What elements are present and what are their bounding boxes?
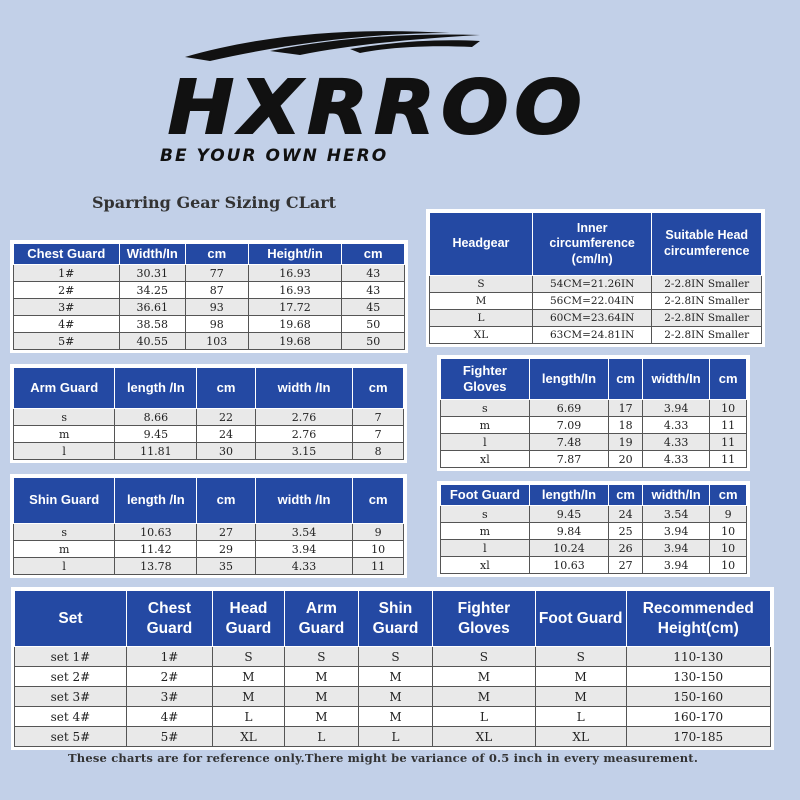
table-cell: S [430, 276, 533, 293]
table-cell: 24 [609, 506, 643, 523]
column-header: cm [710, 359, 747, 400]
table-cell: 60CM=23.64IN [532, 310, 652, 327]
column-header: Fighter Gloves [433, 591, 536, 647]
table-cell: 3.94 [642, 400, 709, 417]
table-row [15, 727, 771, 747]
table-cell: xl [441, 451, 530, 468]
column-header: cm [353, 478, 404, 524]
table-cell: 110-130 [626, 647, 770, 667]
table-row [14, 443, 404, 460]
table-row [441, 557, 747, 574]
table-cell: 11 [353, 558, 404, 575]
column-header: Headgear [430, 213, 533, 276]
table-row [14, 316, 405, 333]
table-cell: 4.33 [642, 451, 709, 468]
table-cell: S [213, 647, 285, 667]
table-cell: 19.68 [248, 316, 342, 333]
shin-guard-table [10, 474, 407, 578]
table-cell: 19 [609, 434, 643, 451]
table-cell: 98 [186, 316, 249, 333]
table-row [14, 524, 404, 541]
table-cell: 5# [14, 333, 120, 350]
table-row [430, 276, 762, 293]
table-row [14, 541, 404, 558]
table-header-row [441, 485, 747, 506]
table-cell: 2# [126, 667, 212, 687]
table-cell: 22 [197, 409, 256, 426]
table-cell: m [441, 417, 530, 434]
table-cell: M [284, 687, 358, 707]
table-cell: 26 [609, 540, 643, 557]
table-cell: L [284, 727, 358, 747]
table-cell: 9.45 [529, 506, 609, 523]
foot-guard-table [437, 481, 750, 577]
table-cell: 13.78 [115, 558, 197, 575]
table-cell: 3.94 [642, 523, 709, 540]
table-header-row [14, 244, 405, 265]
table-cell: M [535, 667, 626, 687]
table-cell: 2-2.8IN Smaller [652, 310, 762, 327]
table-cell: 38.58 [119, 316, 185, 333]
table-cell: XL [213, 727, 285, 747]
brand-logo-graphic [150, 25, 600, 150]
table-cell: 103 [186, 333, 249, 350]
table-cell: 27 [197, 524, 256, 541]
table-cell: l [441, 540, 530, 557]
table-row [15, 667, 771, 687]
column-header: Foot Guard [535, 591, 626, 647]
table-cell: s [441, 506, 530, 523]
table-header-row [14, 478, 404, 524]
table-row [14, 282, 405, 299]
table-cell: 19.68 [248, 333, 342, 350]
table-cell: M [213, 667, 285, 687]
table-cell: set 5# [15, 727, 127, 747]
column-header: Recommended Height(cm) [626, 591, 770, 647]
brand-tagline: BE YOUR OWN HERO [160, 146, 389, 166]
column-header: width/In [642, 359, 709, 400]
table-cell: 16.93 [248, 265, 342, 282]
table-cell: 10 [710, 523, 747, 540]
table-cell: L [430, 310, 533, 327]
table-cell: 130-150 [626, 667, 770, 687]
table-cell: 2-2.8IN Smaller [652, 276, 762, 293]
table-cell: 20 [609, 451, 643, 468]
table-cell: XL [433, 727, 536, 747]
table-cell: 11.42 [115, 541, 197, 558]
table-cell: 170-185 [626, 727, 770, 747]
table-cell: M [433, 667, 536, 687]
column-header: Shin Guard [358, 591, 432, 647]
table-cell: 4.33 [255, 558, 353, 575]
table-cell: S [358, 647, 432, 667]
table-cell: M [358, 707, 432, 727]
column-header: cm [710, 485, 747, 506]
table-cell: 11 [710, 417, 747, 434]
table-cell: 25 [609, 523, 643, 540]
column-header: Height/in [248, 244, 342, 265]
table-row [441, 400, 747, 417]
table-cell: 27 [609, 557, 643, 574]
table-cell: S [284, 647, 358, 667]
column-header: width/In [642, 485, 709, 506]
table-cell: 35 [197, 558, 256, 575]
table-cell: 56CM=22.04IN [532, 293, 652, 310]
column-header: Arm Guard [14, 368, 115, 409]
table-cell: 11 [710, 451, 747, 468]
table-cell: 34.25 [119, 282, 185, 299]
table-cell: 3# [14, 299, 120, 316]
table-cell: 16.93 [248, 282, 342, 299]
table-cell: M [284, 707, 358, 727]
column-header: cm [609, 485, 643, 506]
table-cell: 4.33 [642, 434, 709, 451]
table-cell: 10.24 [529, 540, 609, 557]
table-row [14, 265, 405, 282]
table-cell: m [14, 426, 115, 443]
table-cell: 2-2.8IN Smaller [652, 293, 762, 310]
table-header-row [14, 368, 404, 409]
table-cell: 160-170 [626, 707, 770, 727]
table-cell: 2-2.8IN Smaller [652, 327, 762, 344]
table-cell: 3.15 [255, 443, 353, 460]
table-cell: S [535, 647, 626, 667]
table-cell: 87 [186, 282, 249, 299]
column-header: Suitable Head circumference [652, 213, 762, 276]
table-row [430, 310, 762, 327]
table-cell: M [433, 687, 536, 707]
table-cell: 30.31 [119, 265, 185, 282]
column-header: Inner circumference (cm/In) [532, 213, 652, 276]
table-cell: L [535, 707, 626, 727]
table-cell: 11 [710, 434, 747, 451]
table-row [441, 434, 747, 451]
table-cell: S [433, 647, 536, 667]
table-cell: M [358, 667, 432, 687]
table-cell: M [535, 687, 626, 707]
table-cell: s [441, 400, 530, 417]
table-cell: 7.09 [529, 417, 609, 434]
table-cell: 30 [197, 443, 256, 460]
table-header-row [441, 359, 747, 400]
table-cell: 77 [186, 265, 249, 282]
table-cell: L [358, 727, 432, 747]
table-cell: XL [535, 727, 626, 747]
table-cell: 93 [186, 299, 249, 316]
table-cell: M [213, 687, 285, 707]
table-cell: L [433, 707, 536, 727]
table-row [14, 333, 405, 350]
table-cell: 2# [14, 282, 120, 299]
table-cell: 45 [342, 299, 405, 316]
column-header: cm [197, 478, 256, 524]
column-header: cm [609, 359, 643, 400]
table-cell: 7 [353, 409, 404, 426]
column-header: Fighter Gloves [441, 359, 530, 400]
table-cell: 50 [342, 316, 405, 333]
chest-guard-table [10, 240, 408, 353]
table-cell: 9.84 [529, 523, 609, 540]
table-cell: 43 [342, 265, 405, 282]
table-cell: L [213, 707, 285, 727]
table-cell: 10 [710, 557, 747, 574]
table-cell: 10 [353, 541, 404, 558]
column-header: width /In [255, 368, 353, 409]
column-header: Set [15, 591, 127, 647]
table-row [15, 707, 771, 727]
table-cell: 10.63 [115, 524, 197, 541]
table-cell: 2.76 [255, 426, 353, 443]
arm-guard-table [10, 364, 407, 463]
table-cell: m [441, 523, 530, 540]
table-cell: 8.66 [115, 409, 197, 426]
table-row [441, 540, 747, 557]
table-cell: 7.48 [529, 434, 609, 451]
table-cell: 150-160 [626, 687, 770, 707]
page-title: Sparring Gear Sizing CLart [92, 193, 337, 212]
column-header: Width/In [119, 244, 185, 265]
column-header: cm [186, 244, 249, 265]
table-cell: 50 [342, 333, 405, 350]
table-row [15, 687, 771, 707]
column-header: cm [342, 244, 405, 265]
table-cell: 6.69 [529, 400, 609, 417]
table-cell: 1# [14, 265, 120, 282]
table-cell: 40.55 [119, 333, 185, 350]
table-cell: 10 [710, 540, 747, 557]
table-row [441, 523, 747, 540]
table-row [14, 558, 404, 575]
table-cell: 4# [126, 707, 212, 727]
table-header-row [430, 213, 762, 276]
disclaimer-note: These charts are for reference only.There might be variance of 0.5 inch in every measurement. [68, 751, 699, 765]
table-cell: 10 [710, 400, 747, 417]
table-cell: 9 [353, 524, 404, 541]
table-cell: 3.94 [642, 540, 709, 557]
column-header: Chest Guard [126, 591, 212, 647]
table-cell: 17.72 [248, 299, 342, 316]
table-cell: set 2# [15, 667, 127, 687]
table-cell: 36.61 [119, 299, 185, 316]
table-cell: M [358, 687, 432, 707]
table-row [14, 426, 404, 443]
table-cell: 3.94 [255, 541, 353, 558]
table-row [430, 327, 762, 344]
table-cell: 2.76 [255, 409, 353, 426]
table-cell: 7 [353, 426, 404, 443]
table-cell: s [14, 409, 115, 426]
table-cell: 43 [342, 282, 405, 299]
table-cell: set 3# [15, 687, 127, 707]
table-cell: l [441, 434, 530, 451]
table-cell: m [14, 541, 115, 558]
table-row [441, 417, 747, 434]
set-size-table [11, 587, 774, 750]
table-cell: 24 [197, 426, 256, 443]
column-header: cm [197, 368, 256, 409]
table-row [441, 451, 747, 468]
table-row [14, 409, 404, 426]
table-cell: 3.54 [255, 524, 353, 541]
headgear-table [426, 209, 765, 347]
table-cell: set 4# [15, 707, 127, 727]
table-cell: 54CM=21.26IN [532, 276, 652, 293]
table-row [14, 299, 405, 316]
column-header: Chest Guard [14, 244, 120, 265]
table-cell: s [14, 524, 115, 541]
table-cell: XL [430, 327, 533, 344]
table-cell: 18 [609, 417, 643, 434]
table-row [430, 293, 762, 310]
table-row [15, 647, 771, 667]
table-cell: 4.33 [642, 417, 709, 434]
table-cell: 29 [197, 541, 256, 558]
column-header: length /In [115, 478, 197, 524]
table-cell: 1# [126, 647, 212, 667]
table-cell: l [14, 443, 115, 460]
svg-text:HXRROO: HXRROO [168, 65, 588, 150]
table-cell: 4# [14, 316, 120, 333]
table-cell: 8 [353, 443, 404, 460]
fighter-gloves-table [437, 355, 750, 471]
column-header: Arm Guard [284, 591, 358, 647]
table-cell: 3.54 [642, 506, 709, 523]
column-header: Head Guard [213, 591, 285, 647]
table-cell: 11.81 [115, 443, 197, 460]
table-cell: 9 [710, 506, 747, 523]
column-header: length/In [529, 359, 609, 400]
column-header: Shin Guard [14, 478, 115, 524]
table-cell: 9.45 [115, 426, 197, 443]
table-cell: 17 [609, 400, 643, 417]
table-cell: set 1# [15, 647, 127, 667]
column-header: length /In [115, 368, 197, 409]
table-cell: 3# [126, 687, 212, 707]
table-cell: M [430, 293, 533, 310]
table-cell: 3.94 [642, 557, 709, 574]
table-cell: 63CM=24.81IN [532, 327, 652, 344]
table-cell: l [14, 558, 115, 575]
table-header-row [15, 591, 771, 647]
table-cell: 7.87 [529, 451, 609, 468]
column-header: length/In [529, 485, 609, 506]
table-cell: M [284, 667, 358, 687]
table-cell: xl [441, 557, 530, 574]
table-cell: 10.63 [529, 557, 609, 574]
table-row [441, 506, 747, 523]
column-header: cm [353, 368, 404, 409]
column-header: Foot Guard [441, 485, 530, 506]
column-header: width /In [255, 478, 353, 524]
table-cell: 5# [126, 727, 212, 747]
